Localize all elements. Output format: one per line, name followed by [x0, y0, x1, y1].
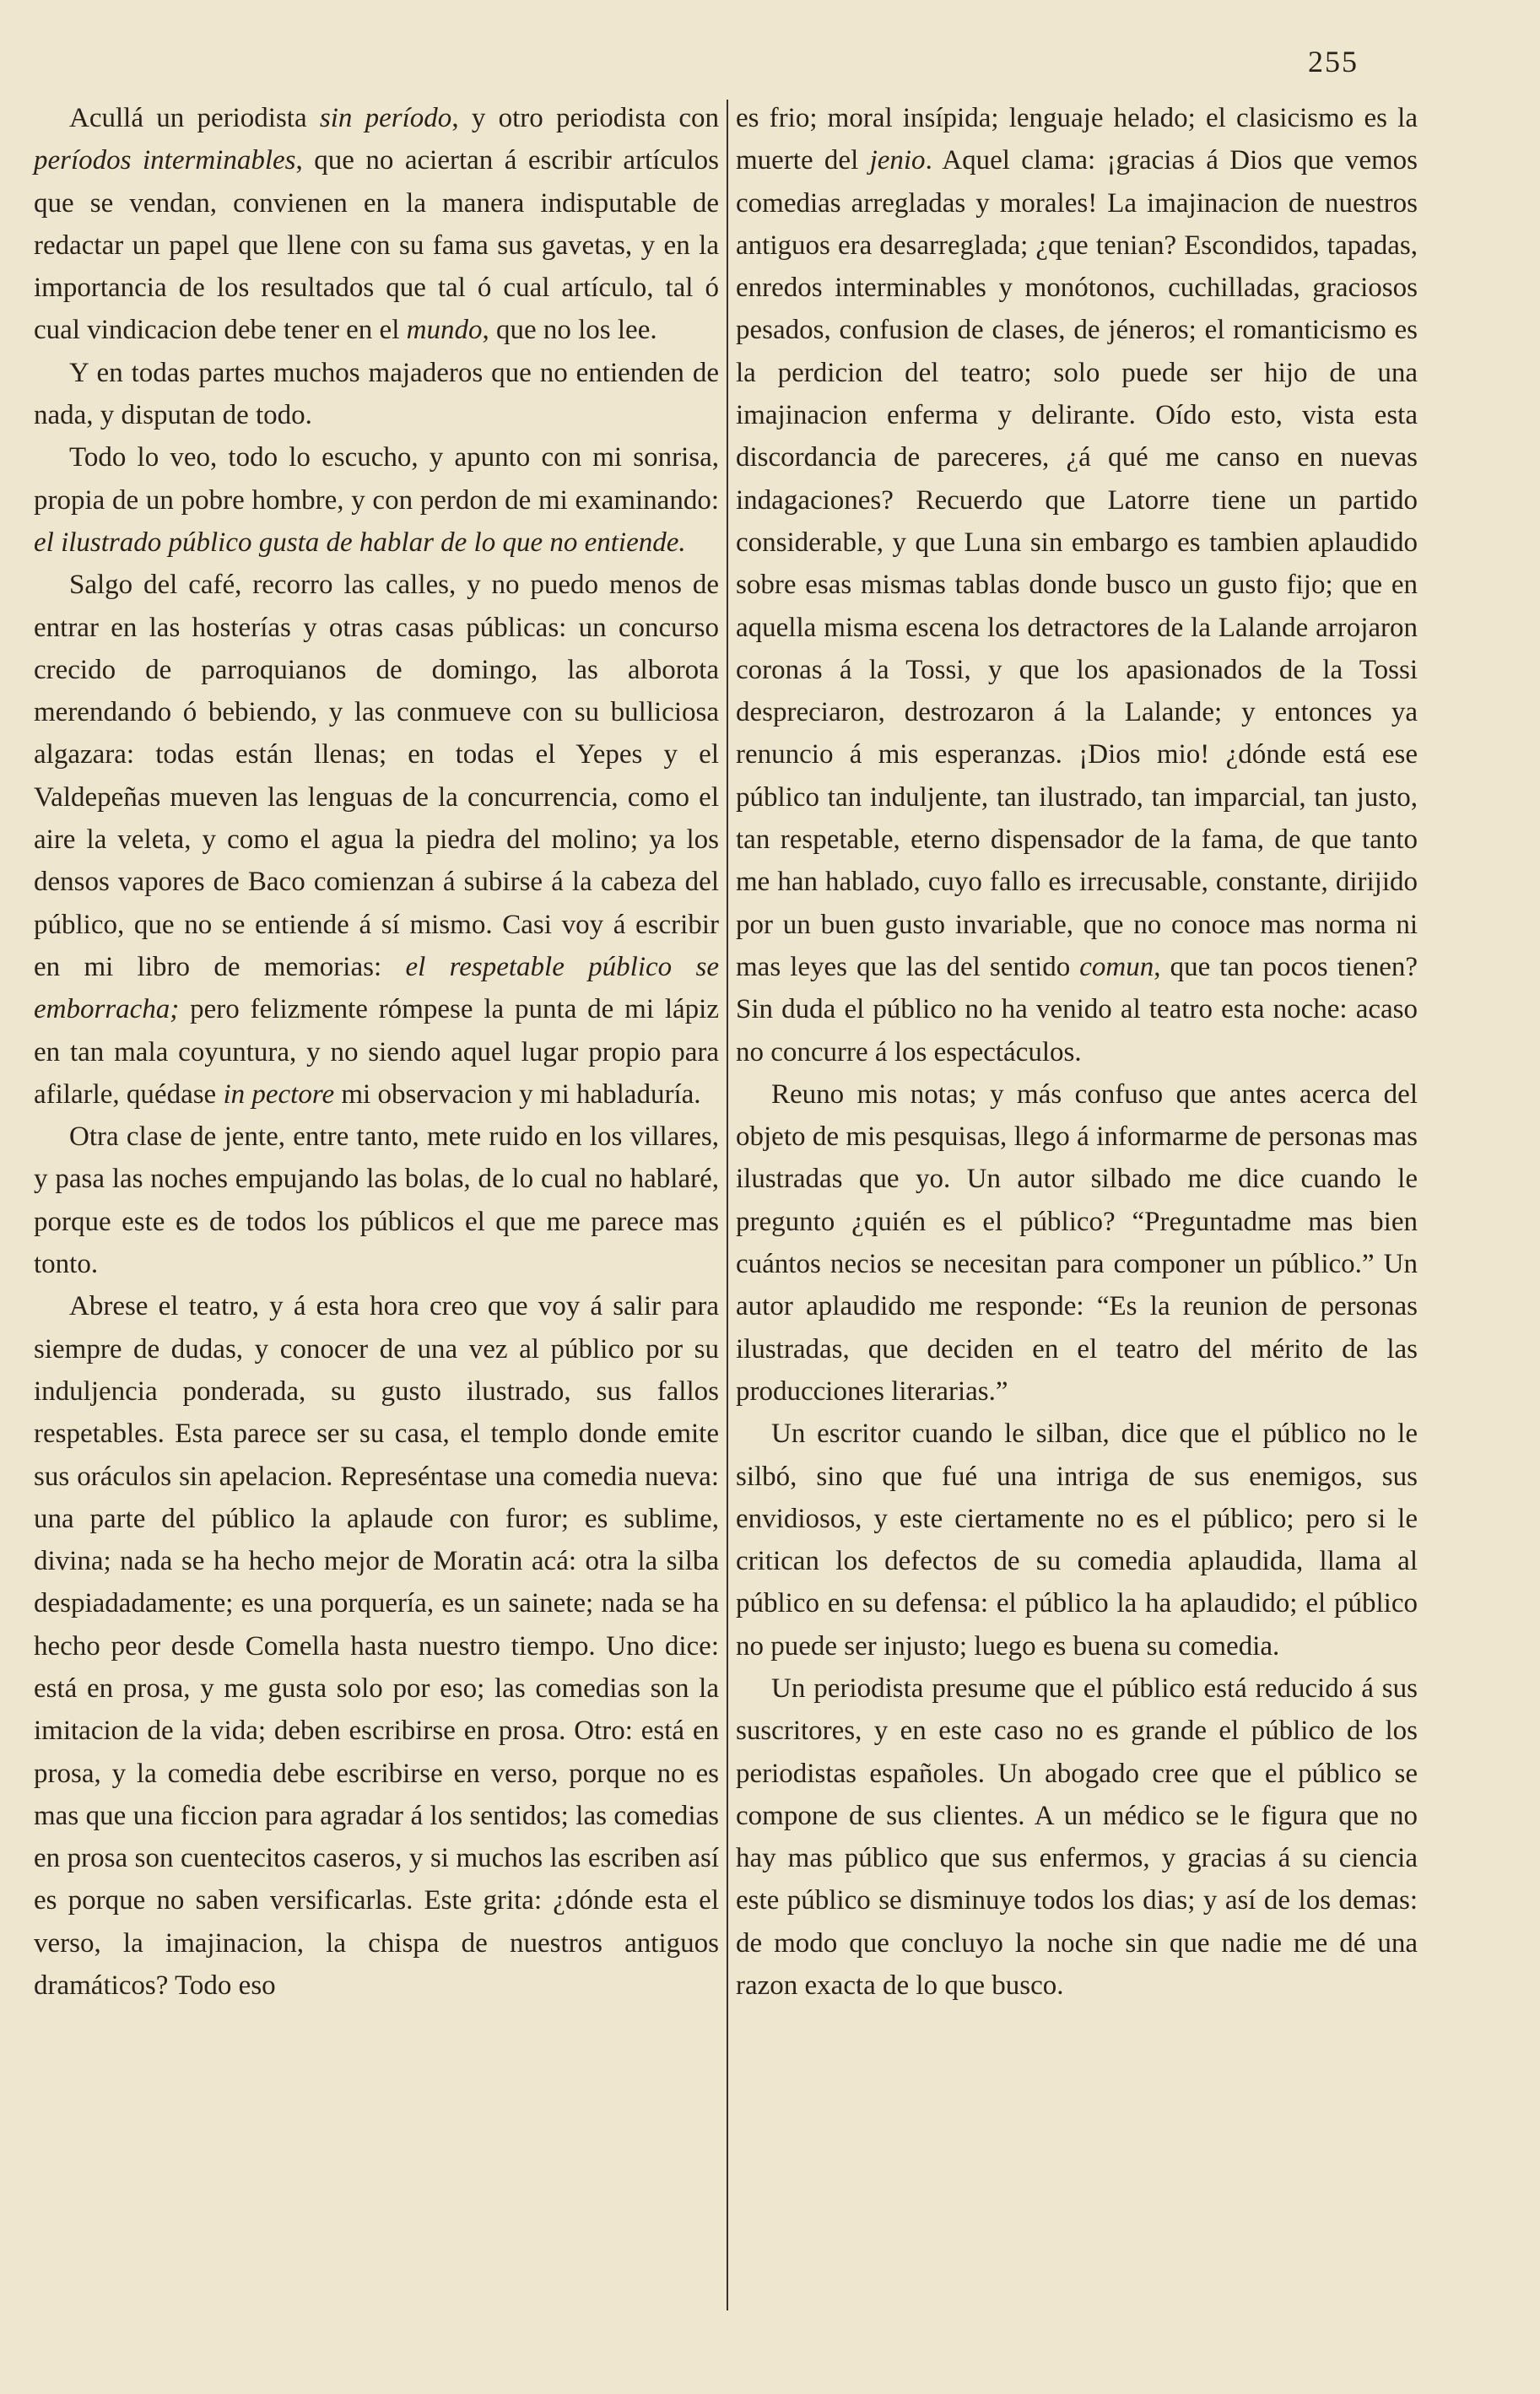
text-run: Otra clase de jente, entre tanto, mete ruido en los villares, y pasa las noches empujando las bolas, de lo cual no hablaré, porque este es de todos los públicos el que me parece mas tonto.	[34, 1121, 719, 1280]
paragraph	[34, 97, 719, 352]
text-run: Todo lo veo, todo lo escucho, y apunto con mi sonrisa, propia de un pobre hombre, y con perdon de mi examinando:	[34, 442, 719, 516]
text-run: . Aquel clama: ¡gracias á Dios que vemos comedias arregladas y morales! La imajinacion de nuestros antiguos era desarreglada; ¿que tenian? Escondidos, tapadas, enredos interminables y monótonos, cuchilladas, graciosos pesados, confusion de clases, de jéneros; el romanticismo es la perdicion del teatro; solo puede ser hijo de una imajinacion enferma y delirante. Oído esto, vista esta discordancia de pareceres, ¿á qué me canso en nuevas indagaciones? Recuerdo que Latorre tiene un partido considerable, y que Luna sin embargo es tambien aplaudido sobre esas mismas tablas donde busco un gusto fijo; que en aquella misma escena los detractores de la Lalande arrojaron coronas á la Tossi, y que los apasionados de la Tossi despreciaron, destrozaron á la Lalande; y entonces ya renuncio á mis esperanzas. ¡Dios mio! ¿dónde está ese público tan induljente, tan ilustrado, tan imparcial, tan justo, tan respetable, eterno dispensador de la fama, de que tanto me han hablado, cuyo fallo es irrecusable, constante, dirijido por un buen gusto invariable, que no conoce mas norma ni mas leyes que las del sentido	[736, 145, 1418, 982]
paragraph	[34, 436, 719, 564]
italic-text: el ilustrado público gusta de hablar de lo que no entiende.	[34, 527, 686, 558]
text-run: Un periodista presume que el público está reducido á sus suscritores, y en este caso no es grande el público de los periodistas españoles. Un abogado cree que el público se compone de sus clientes. A un médico se le figura que no hay mas público que sus enfermos, y gracias á su ciencia este público se disminuye todos los dias; y así de los demas: de modo que concluyo la noche sin que nadie me dé una razon exacta de lo que busco.	[736, 1673, 1418, 2002]
column-divider	[727, 100, 728, 2310]
page-number: 255	[1308, 45, 1359, 78]
paragraph	[736, 1667, 1418, 2007]
text-run: Un escritor cuando le silban, dice que el público no le silbó, sino que fué una intriga de sus enemigos, sus envidiosos, y este ciertamente no es el público; pero si le critican los defectos de su comedia aplaudida, llama al público en su defensa: el público la ha aplaudido; el público no puede ser injusto; luego es buena su comedia.	[736, 1419, 1418, 1662]
text-run: , que no aciertan á escribir artículos que se vendan, convienen en la manera indisputable de redactar un papel que llene con su fama sus gavetas, y en la importancia de los resultados que tal ó cual artículo, tal ó cual vindicacion debe tener en el	[34, 145, 719, 346]
text-run: Abrese el teatro, y á esta hora creo que voy á salir para siempre de dudas, y conocer de una vez al público por su induljencia ponderada, su gusto ilustrado, sus fallos respetables. Esta parece ser su casa, el templo donde emite sus oráculos sin apelacion. Represéntase una comedia nueva: una parte del público la aplaude con furor; es sublime, divina; nada se ha hecho mejor de Moratin acá: otra la silba despiadadamente; es una porquería, es un sainete; nada se ha hecho peor desde Comella hasta nuestro tiempo. Uno dice: está en prosa, y me gusta solo por eso; las comedias son la imitacion de la vida; deben escribirse en prosa. Otro: está en prosa, y la comedia debe escribirse en verso, porque no es mas que una ficcion para agradar á los sentidos; las comedias en prosa son cuentecitos caseros, y si muchos las escriben así es porque no saben versificarlas. Este grita: ¿dónde esta el verso, la imajinacion, la chispa de nuestros antiguos dramáticos? Todo eso	[34, 1291, 719, 2002]
paragraph	[34, 352, 719, 437]
text-run: , y otro periodista con	[451, 103, 720, 133]
right-text-column	[736, 97, 1418, 2007]
italic-text: jenio	[869, 145, 926, 176]
paragraph	[736, 1073, 1418, 1413]
italic-text: comun	[1079, 951, 1154, 982]
paragraph	[736, 1413, 1418, 1667]
italic-text: períodos interminables	[34, 145, 296, 176]
paragraph	[34, 1285, 719, 2007]
text-run: Salgo del café, recorro las calles, y no puedo menos de entrar en las hosterías y otras casas públicas: un concurso crecido de parroquianos de domingo, las alborota merendando ó bebiendo, y las conmueve con su bulliciosa algazara: todas están llenas; en todas el Yepes y el Valdepeñas mueven las lenguas de la concurrencia, como el aire la veleta, y como el agua la piedra del molino; ya los densos vapores de Baco comienzan á subirse á la cabeza del público, que no se entiende á sí mismo. Casi voy á escribir en mi libro de memorias:	[34, 570, 719, 982]
italic-text: in pectore	[223, 1078, 335, 1110]
text-run: , que tan pocos tienen? Sin duda el público no ha venido al teatro esta noche: acaso no concurre á los espectáculos.	[736, 951, 1418, 1067]
text-run: mi observacion y mi habladuría.	[334, 1078, 701, 1110]
paragraph	[34, 1116, 719, 1285]
left-text-column	[34, 97, 719, 2007]
text-run: , que no los lee.	[482, 315, 657, 346]
text-run: Reuno mis notas; y más confuso que antes acerca del objeto de mis pesquisas, llego á informarme de personas mas ilustradas que yo. Un autor silbado me dice cuando le pregunto ¿quién es el público? “Preguntadme mas bien cuántos necios se necesitan para componer un público.” Un autor aplaudido me responde: “Es la reunion de personas ilustradas, que deciden en el teatro del mérito de las producciones literarias.”	[736, 1078, 1418, 1407]
text-run: Y en todas partes muchos majaderos que no entienden de nada, y disputan de todo.	[34, 357, 719, 431]
paragraph	[34, 564, 719, 1116]
italic-text: sin período	[319, 103, 452, 133]
text-run: es frio; moral insípida; lenguaje helado; el clasicismo es la muerte del	[736, 103, 1418, 176]
italic-text: el respetable público se emborracha;	[34, 951, 719, 1025]
text-run: Acullá un periodista	[69, 103, 320, 133]
paragraph	[736, 97, 1418, 1073]
italic-text: mundo	[406, 315, 483, 346]
text-run: pero felizmente rómpese la punta de mi lápiz en tan mala coyuntura, y no siendo aquel lugar propio para afilarle, quédase	[34, 994, 719, 1110]
